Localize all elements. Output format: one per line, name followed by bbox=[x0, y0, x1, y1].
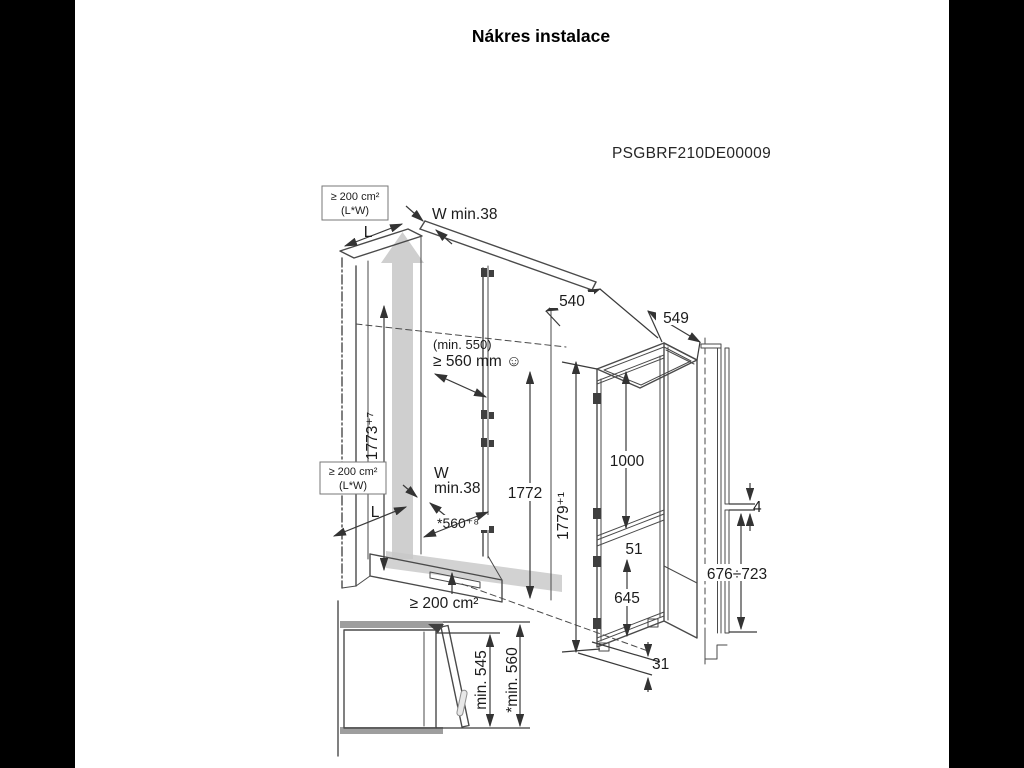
vent-top-text: ≥ 200 cm² bbox=[330, 191, 380, 203]
niche-depth-note-label: (min. 550) bbox=[433, 337, 492, 352]
page-title: Nákres instalace bbox=[471, 26, 611, 46]
plan-view-drawing bbox=[338, 601, 530, 756]
smiley-icon: ☺ bbox=[506, 353, 522, 370]
vent-bottom-label: ≥ 200 cm² bbox=[409, 595, 479, 612]
appliance-height-label: 1779⁺¹ bbox=[555, 492, 572, 540]
vent-mid-text: ≥ 200 cm² bbox=[328, 466, 378, 478]
niche-height-front-label: 1773⁺⁷ bbox=[364, 411, 381, 461]
lower-door-height-label: 645 bbox=[614, 590, 640, 607]
vent-area-top-label bbox=[322, 186, 388, 220]
mid-gap-letter-label: W bbox=[434, 465, 449, 482]
niche-height-inner-label: 1772 bbox=[507, 485, 543, 502]
top-gap-label: W min.38 bbox=[432, 206, 498, 223]
niche-drawing bbox=[340, 221, 648, 651]
compartment-gap-label: 51 bbox=[625, 541, 643, 558]
letterbox-left bbox=[0, 0, 75, 768]
plan-open-door bbox=[441, 626, 469, 728]
side-view-drawing bbox=[701, 338, 729, 664]
door-open-depth-total-label: *min. 560 bbox=[504, 647, 521, 713]
vent-area-mid-label bbox=[320, 462, 386, 494]
letterbox-right bbox=[949, 0, 1024, 768]
appliance-depth-label: 549 bbox=[663, 310, 689, 327]
upper-door-height-label: 1000 bbox=[609, 453, 645, 470]
lower-panel-height-label: 676÷723 bbox=[706, 566, 768, 583]
niche-depth-label: ≥ 560 mm bbox=[433, 353, 502, 370]
airflow-band-bottom bbox=[386, 551, 562, 592]
top-clearance-label: L bbox=[363, 224, 373, 241]
vent-mid-sub-text: (L*W) bbox=[338, 480, 368, 492]
plinth-height-label: 31 bbox=[652, 656, 670, 673]
bottom-clearance-label: L bbox=[370, 504, 380, 521]
model-code: PSGBRF210DE00009 bbox=[612, 145, 772, 162]
vent-top-sub-text: (L*W) bbox=[340, 205, 370, 217]
mid-gap-value-label: min.38 bbox=[434, 480, 481, 497]
airflow-arrow-up bbox=[381, 232, 424, 559]
niche-width-label: *560⁺⁸ bbox=[437, 515, 480, 531]
appliance-width-label: 540 bbox=[559, 293, 585, 310]
door-open-depth-min-label: min. 545 bbox=[473, 650, 490, 710]
panel-gap-label: 4 bbox=[753, 499, 762, 516]
